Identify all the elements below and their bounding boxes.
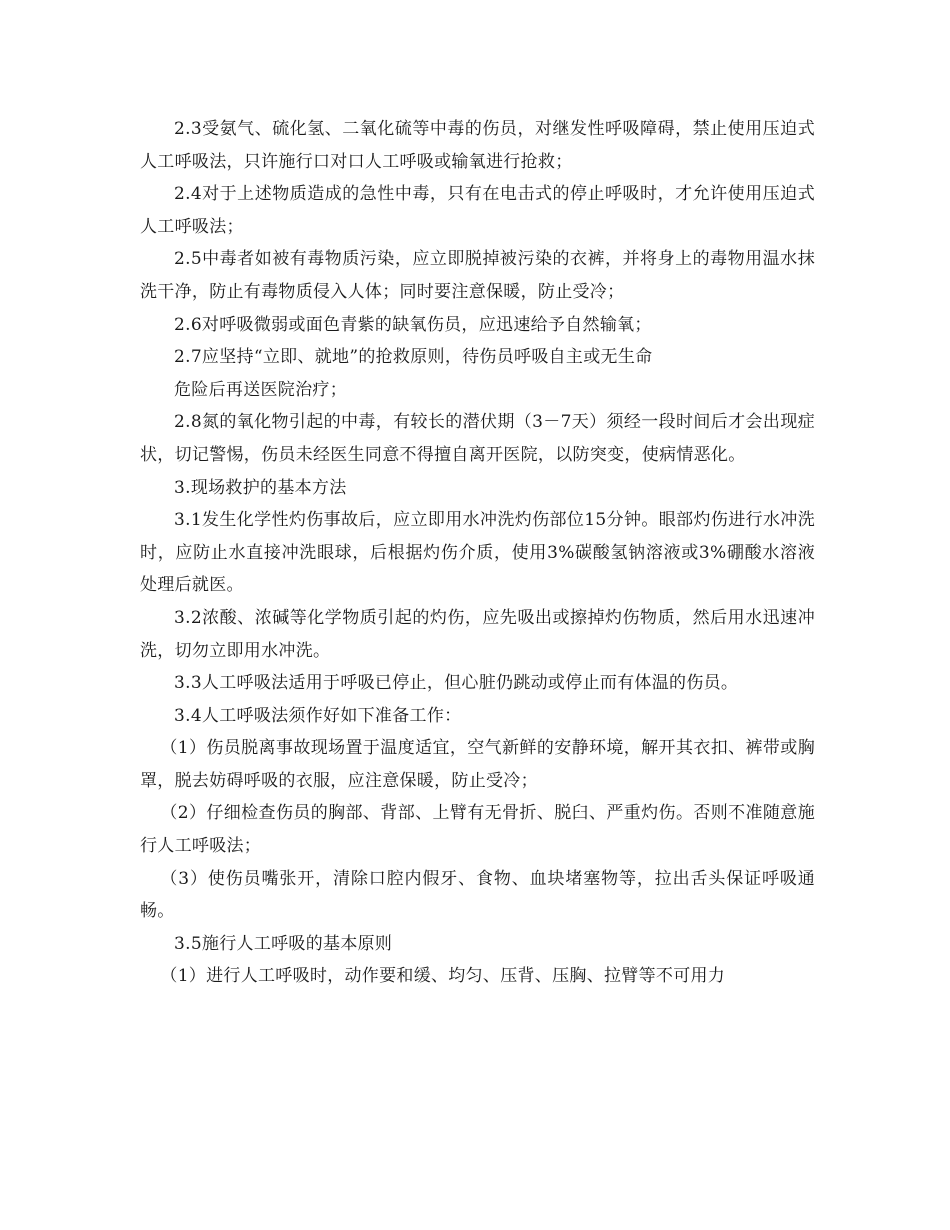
list-item-3-4-3: （3）使伤员嘴张开，清除口腔内假牙、食物、血块堵塞物等，拉出舌头保证呼吸通畅。 [140,868,815,922]
section-heading-3: 3.现场救护的基本方法 [174,477,347,498]
paragraph-2-7-continued: 危险后再送医院治疗； [174,379,347,400]
paragraph-2-8: 2.8氮的氧化物引起的中毒，有较长的潜伏期（3－7天）须经一段时间后才会出现症状，切记警惕，伤员未经医生同意不得擅自离开医院，以防突变，使病情恶化。 [140,412,815,465]
paragraph-2-4: 2.4对于上述物质造成的急性中毒，只有在电击式的停止呼吸时，才允许使用压迫式人工呼吸法； [140,184,815,237]
paragraph-2-7: 2.7应坚持“立即、就地”的抢救原则，待伤员呼吸自主或无生命 [174,347,653,368]
document-body [140,113,815,993]
paragraph-3-3: 3.3人工呼吸法适用于呼吸已停止，但心脏仍跳动或停止而有体温的伤员。 [174,673,739,694]
paragraph-3-4: 3.4人工呼吸法须作好如下准备工作： [174,705,462,726]
paragraph-3-5: 3.5施行人工呼吸的基本原则 [174,933,393,954]
list-item-3-4-2: （2）仔细检查伤员的胸部、背部、上臂有无骨折、脱臼、严重灼伤。否则不准随意施行人工呼吸法； [140,803,815,857]
paragraph-2-5: 2.5中毒者如被有毒物质污染，应立即脱掉被污染的衣裤，并将身上的毒物用温水抹洗干净，防止有毒物质侵入人体；同时要注意保暖，防止受冷； [140,249,815,302]
paragraph-2-3: 2.3受氨气、硫化氢、二氧化硫等中毒的伤员，对继发性呼吸障碍，禁止使用压迫式人工呼吸法，只许施行口对口人工呼吸或输氧进行抢救； [140,119,815,172]
paragraph-2-6: 2.6对呼吸微弱或面色青紫的缺氧伤员，应迅速给予自然输氧； [174,314,652,335]
list-item-3-4-1: （1）伤员脱离事故现场置于温度适宜，空气新鲜的安静环境，解开其衣扣、裤带或胸罩，脱去妨碍呼吸的衣服，应注意保暖，防止受冷； [140,738,815,791]
paragraph-3-1: 3.1发生化学性灼伤事故后，应立即用水冲洗灼伤部位15分钟。眼部灼伤进行水冲洗时，应防止水直接冲洗眼球，后根据灼伤介质，使用3%碳酸氢钠溶液或3%硼酸水溶液处理后就医。 [140,510,815,596]
paragraph-3-2: 3.2浓酸、浓碱等化学物质引起的灼伤，应先吸出或擦掉灼伤物质，然后用水迅速冲洗，切勿立即用水冲洗。 [140,607,815,661]
list-item-3-5-1: （1）进行人工呼吸时，动作要和缓、均匀、压背、压胸、拉臂等不可用力 [160,966,726,987]
